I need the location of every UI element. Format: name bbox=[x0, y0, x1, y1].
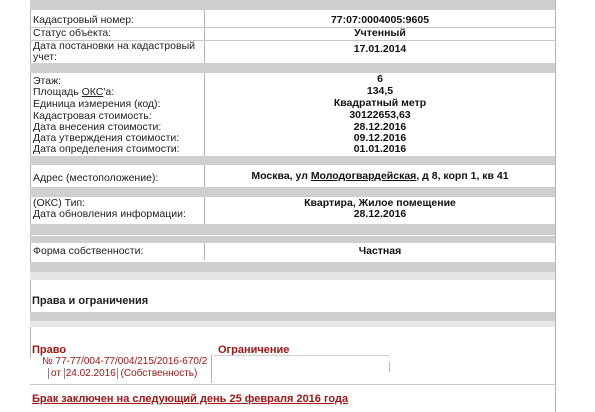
field-label-address: Адрес (местоположение): bbox=[33, 172, 159, 184]
restriction-cell-divider bbox=[389, 362, 390, 372]
field-value-info-update-date: 28.12.2016 bbox=[353, 208, 407, 220]
field-value-value-entry-date: 28.12.2016 bbox=[353, 121, 407, 133]
field-label-value-determination-date: Дата определения стоимости: bbox=[33, 143, 180, 155]
field-value-value-determination-date: 01.01.2016 bbox=[353, 143, 407, 155]
field-value-floor: 6 bbox=[377, 73, 383, 85]
field-label-registration-date: Дата постановки на кадастровый bbox=[33, 40, 195, 52]
band-4 bbox=[30, 224, 555, 234]
field-value-object-status: Учтенный bbox=[354, 27, 406, 39]
field-label-area bbox=[33, 87, 114, 98]
field-label-cadastral-number: Кадастровый номер: bbox=[33, 14, 135, 26]
field-label-info-update-date: Дата обновления информации: bbox=[33, 208, 186, 220]
area-label-oks: ОКС bbox=[81, 86, 104, 98]
area-label-pre: Площадь bbox=[33, 86, 82, 98]
band-6 bbox=[30, 262, 555, 272]
field-label-value-approval-date: Дата утверждения стоимости: bbox=[33, 132, 180, 144]
marriage-footnote: Брак заключен на следующий день 25 февраля 2016 года bbox=[32, 393, 349, 405]
field-value-cadastral-value: 30122653,63 bbox=[349, 109, 411, 121]
rights-bottom-divider bbox=[30, 384, 555, 385]
field-value-oks-type: Квартира, Жилое помещение bbox=[304, 197, 456, 209]
band-7b bbox=[30, 321, 555, 327]
field-value-cadastral-number: 77:07:0004005:9605 bbox=[330, 14, 430, 26]
right-date-prefix: от bbox=[48, 368, 64, 379]
rights-column-right: Право bbox=[32, 344, 67, 356]
field-label-registration-date-line2: учет: bbox=[33, 51, 57, 63]
band-3 bbox=[30, 187, 555, 197]
top-band bbox=[30, 0, 555, 10]
right-record-date-line bbox=[48, 368, 197, 379]
band-2 bbox=[30, 156, 555, 165]
field-label-ownership-form: Форма собственности: bbox=[33, 245, 144, 257]
band-7 bbox=[30, 312, 555, 321]
field-label-value-entry-date: Дата внесения стоимости: bbox=[33, 121, 162, 133]
band-5 bbox=[30, 236, 555, 243]
rights-left-border bbox=[211, 355, 212, 383]
field-label-unit: Единица измерения (код): bbox=[33, 98, 161, 110]
field-value-value-approval-date: 09.12.2016 bbox=[353, 132, 407, 144]
field-label-oks-type: (ОКС) Тип: bbox=[33, 197, 86, 209]
field-value-ownership-form: Частная bbox=[358, 245, 402, 257]
table-border-mid-lower bbox=[204, 243, 205, 260]
field-value-unit: Квадратный метр bbox=[333, 97, 427, 109]
field-value-area: 134,5 bbox=[366, 85, 394, 97]
right-date: 24.02.2016 bbox=[65, 368, 116, 379]
band-6b bbox=[30, 272, 555, 280]
band-1 bbox=[30, 63, 555, 73]
field-value-address bbox=[205, 171, 555, 182]
field-label-floor: Этаж: bbox=[33, 75, 62, 87]
rights-column-restriction: Ограничение bbox=[218, 344, 290, 356]
table-border-right bbox=[555, 0, 556, 412]
right-ownership-type: (Собственность) bbox=[117, 368, 198, 379]
restriction-cell bbox=[214, 355, 389, 378]
rights-section-title: Права и ограничения bbox=[32, 295, 149, 307]
field-value-registration-date: 17.01.2014 bbox=[353, 43, 407, 55]
field-label-cadastral-value: Кадастровая стоимость: bbox=[33, 110, 152, 122]
row-divider bbox=[30, 234, 555, 235]
right-record-number: № 77-77/004-77/004/215/2016-670/2 bbox=[42, 356, 208, 367]
address-post: , д 8, корп 1, кв 41 bbox=[416, 170, 509, 182]
field-label-object-status: Статус объекта: bbox=[33, 27, 112, 39]
address-pre: Москва, ул bbox=[251, 170, 311, 182]
area-label-post: 'а: bbox=[103, 86, 115, 98]
address-street: Молодогвардейская bbox=[310, 170, 417, 182]
